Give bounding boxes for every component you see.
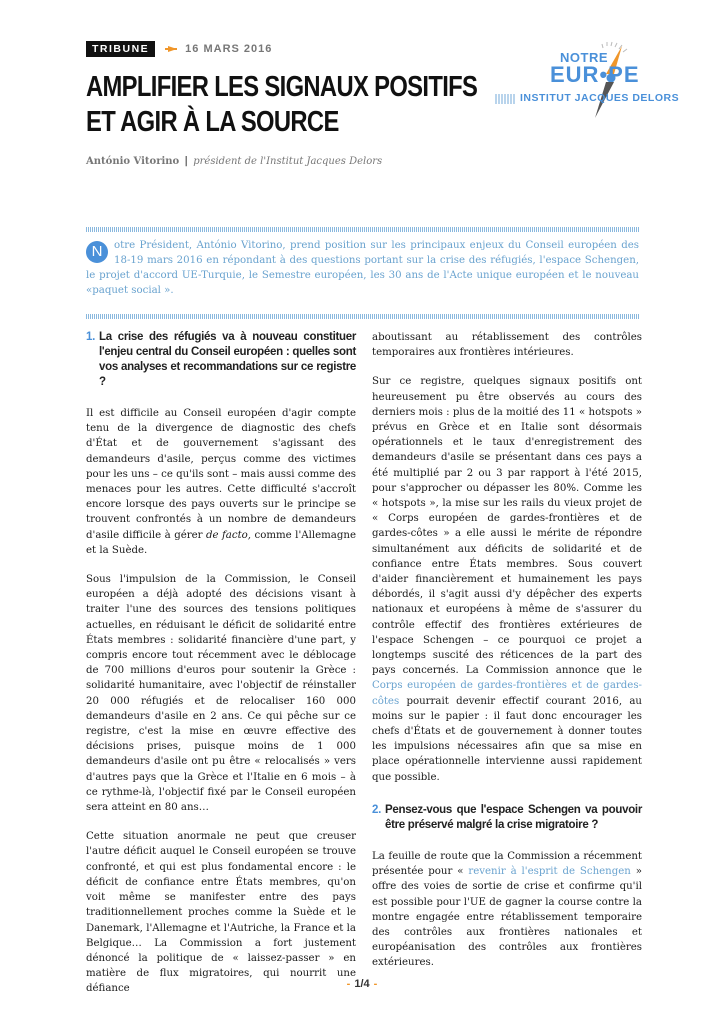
paragraph-text: comme l'Allemagne et la Suède. [86,529,356,556]
answer-paragraph [372,849,642,971]
answer-paragraph [372,374,642,784]
page-number-text: 1/4 [354,978,370,990]
title-line-1: AMPLIFIER LES SIGNAUX POSITIFS [86,71,478,103]
logo-institut: INSTITUT JACQUES DELORS [520,92,680,104]
author-role: président de l'Institut Jacques Delors [193,156,383,167]
publication-date: 16 MARS 2016 [185,43,273,55]
italic-text: de facto, [206,529,252,541]
dash-icon: - [346,978,351,990]
intro-paragraph [86,238,639,298]
question-number: 1. [86,331,95,343]
question-text: Pensez-vous que l'espace Schengen va pouvoir être préservé malgré la crise migratoire ? [385,803,642,831]
divider-top [86,227,639,232]
paragraph-text: pourrait devenir effectif courant 2016, au moins sur le papier : il faut donc encourager les chefs d'États et de gouvernement à donner toutes les impulsions nécessaires afin que sa mise en place opérationnelle intervienne aussi rapidement que possible. [372,695,642,783]
dropcap-badge: N [86,241,108,263]
link-corps-europeen[interactable]: Corps européen de gardes-frontières et de gardes-côtes [372,680,642,707]
question-number: 2. [372,803,381,816]
notre-europe-logo [494,38,694,118]
question-1-heading [86,330,356,390]
title-line-2: ET AGIR À LA SOURCE [86,106,339,138]
paragraph-text: » offre des voies de sortie de crise et confirme qu'il est possible pour l'UE de gagner la course contre la montre engagée entre rétablissement temporaire des contrôles aux frontières nationales et européanisation des contrôles aux frontières extérieures. [372,866,642,969]
byline [86,156,382,167]
question-2-heading [372,803,642,833]
page-number [0,978,724,990]
page-title [86,70,512,140]
paragraph-text: Sur ce registre, quelques signaux positifs ont heureusement pu être observés au cours des derniers mois : plus de la moitié des 11 « hotspots » prévus en Grèce et en Italie sont désormais opérationnels et le taux d'enregistrement des demandeurs d'asile se présentant dans ces pays a été multiplié par 2 ou 3 par rapport à l'été 2015, pour s'approcher ou dépasser les 80%. Comme les « hotspots », la mise sur les rails du vieux projet de « Corps européen de gardes-frontières et de gardes-côtes » a elle aussi le mérite de répondre simultanément aux déficits de solidarité et de confiance entre États membres. Sous couvert d'aider financièrement et humainement les pays débordés, il s'agit aussi d'y dépêcher des experts nationaux et européens à même de s'assurer du contrôle effectif des frontières extérieures de l'espace Schengen – ce pourquoi ce projet a longtemps suscité des réticences de la part des pays concernés. La Commission annonce que le [372,376,642,677]
arrow-icon [165,46,179,52]
author-name: António Vitorino [86,156,180,167]
logo-europe: EUR•PE [550,62,640,87]
byline-separator: | [184,156,189,167]
column-right [372,330,642,985]
paragraph-text: Il est difficile au Conseil européen d'agir compte tenu de la divergence de diagnostic des chefs d'État et de gouvernement s'agissant des demandeurs d'asile, perçus comme des victimes pour les uns – ce qu'ils sont – mais aussi comme des menaces pour les autres. Cette difficulté s'accroît encore lorsque des pays ouverts sur le principe se trouvent confrontés à un nombre de demandeurs d'asile difficile à gérer [86,408,356,541]
dash-icon: - [373,978,378,990]
link-esprit-schengen[interactable]: revenir à l'esprit de Schengen [468,866,631,878]
answer-paragraph [86,406,356,558]
header-meta [86,41,272,57]
intro-text: otre Président, António Vitorino, prend position sur les principaux enjeux du Conseil européen des 18-19 mars 2016 en répondant à des questions portant sur la crise des réfugiés, l'espace Schengen, le projet d'accord UE-Turquie, le Semestre européen, les 30 ans de l'Acte unique européen et le nouveau «paquet social ». [86,240,639,296]
divider-bottom [86,314,639,319]
answer-paragraph: aboutissant au rétablissement des contrôles temporaires aux frontières intérieures. [372,332,642,359]
tribune-tag: TRIBUNE [86,41,155,57]
answer-paragraph: Cette situation anormale ne peut que creuser l'autre déficit auquel le Conseil européen se trouve confronté, et qui est plus fondamental encore : le déficit de confiance entre États membres, qu'on voit même se manifester entre des pays traditionnellement proches comme la Suède et le Danemark, l'Allemagne et l'Autriche, la France et la Belgique… La Commission a fort justement dénoncé la politique de « laissez-passer » en matière de flux migratoires, qui nourrit une défiance [86,831,356,995]
logo-notre: NOTRE [560,50,608,65]
question-text: La crise des réfugiés va à nouveau constituer l'enjeu central du Conseil européen : quelles sont vos analyses et recommandations sur ce registre ? [99,331,356,388]
answer-paragraph: Sous l'impulsion de la Commission, le Conseil européen a déjà adopté des décisions visant à traiter l'une des sources des tensions politiques actuelles, en réduisant le déficit de solidarité entre États membres : solidarité financière d'une part, y compris encore tout récemment avec le déblocage de 700 millions d'euros pour soutenir la Grèce : solidarité humanitaire, avec l'objectif de réinstaller 20 000 réfugiés et de relocaliser 160 000 demandeurs d'asile en 2 ans. Ce qui pêche sur ce registre, c'est la mise en œuvre effective des décisions prises, puisque moins de 1 000 demandeurs d'asile ont pu être « relocalisés » vers d'autres pays que la Grèce et l'Italie en 6 mois – à ce rythme-là, l'objectif fixé par le Conseil européen sera atteint en 80 ans… [86,574,356,814]
paragraph-text: La feuille de route que la Commission a récemment présentée pour « [372,850,642,878]
column-left [86,330,356,1011]
